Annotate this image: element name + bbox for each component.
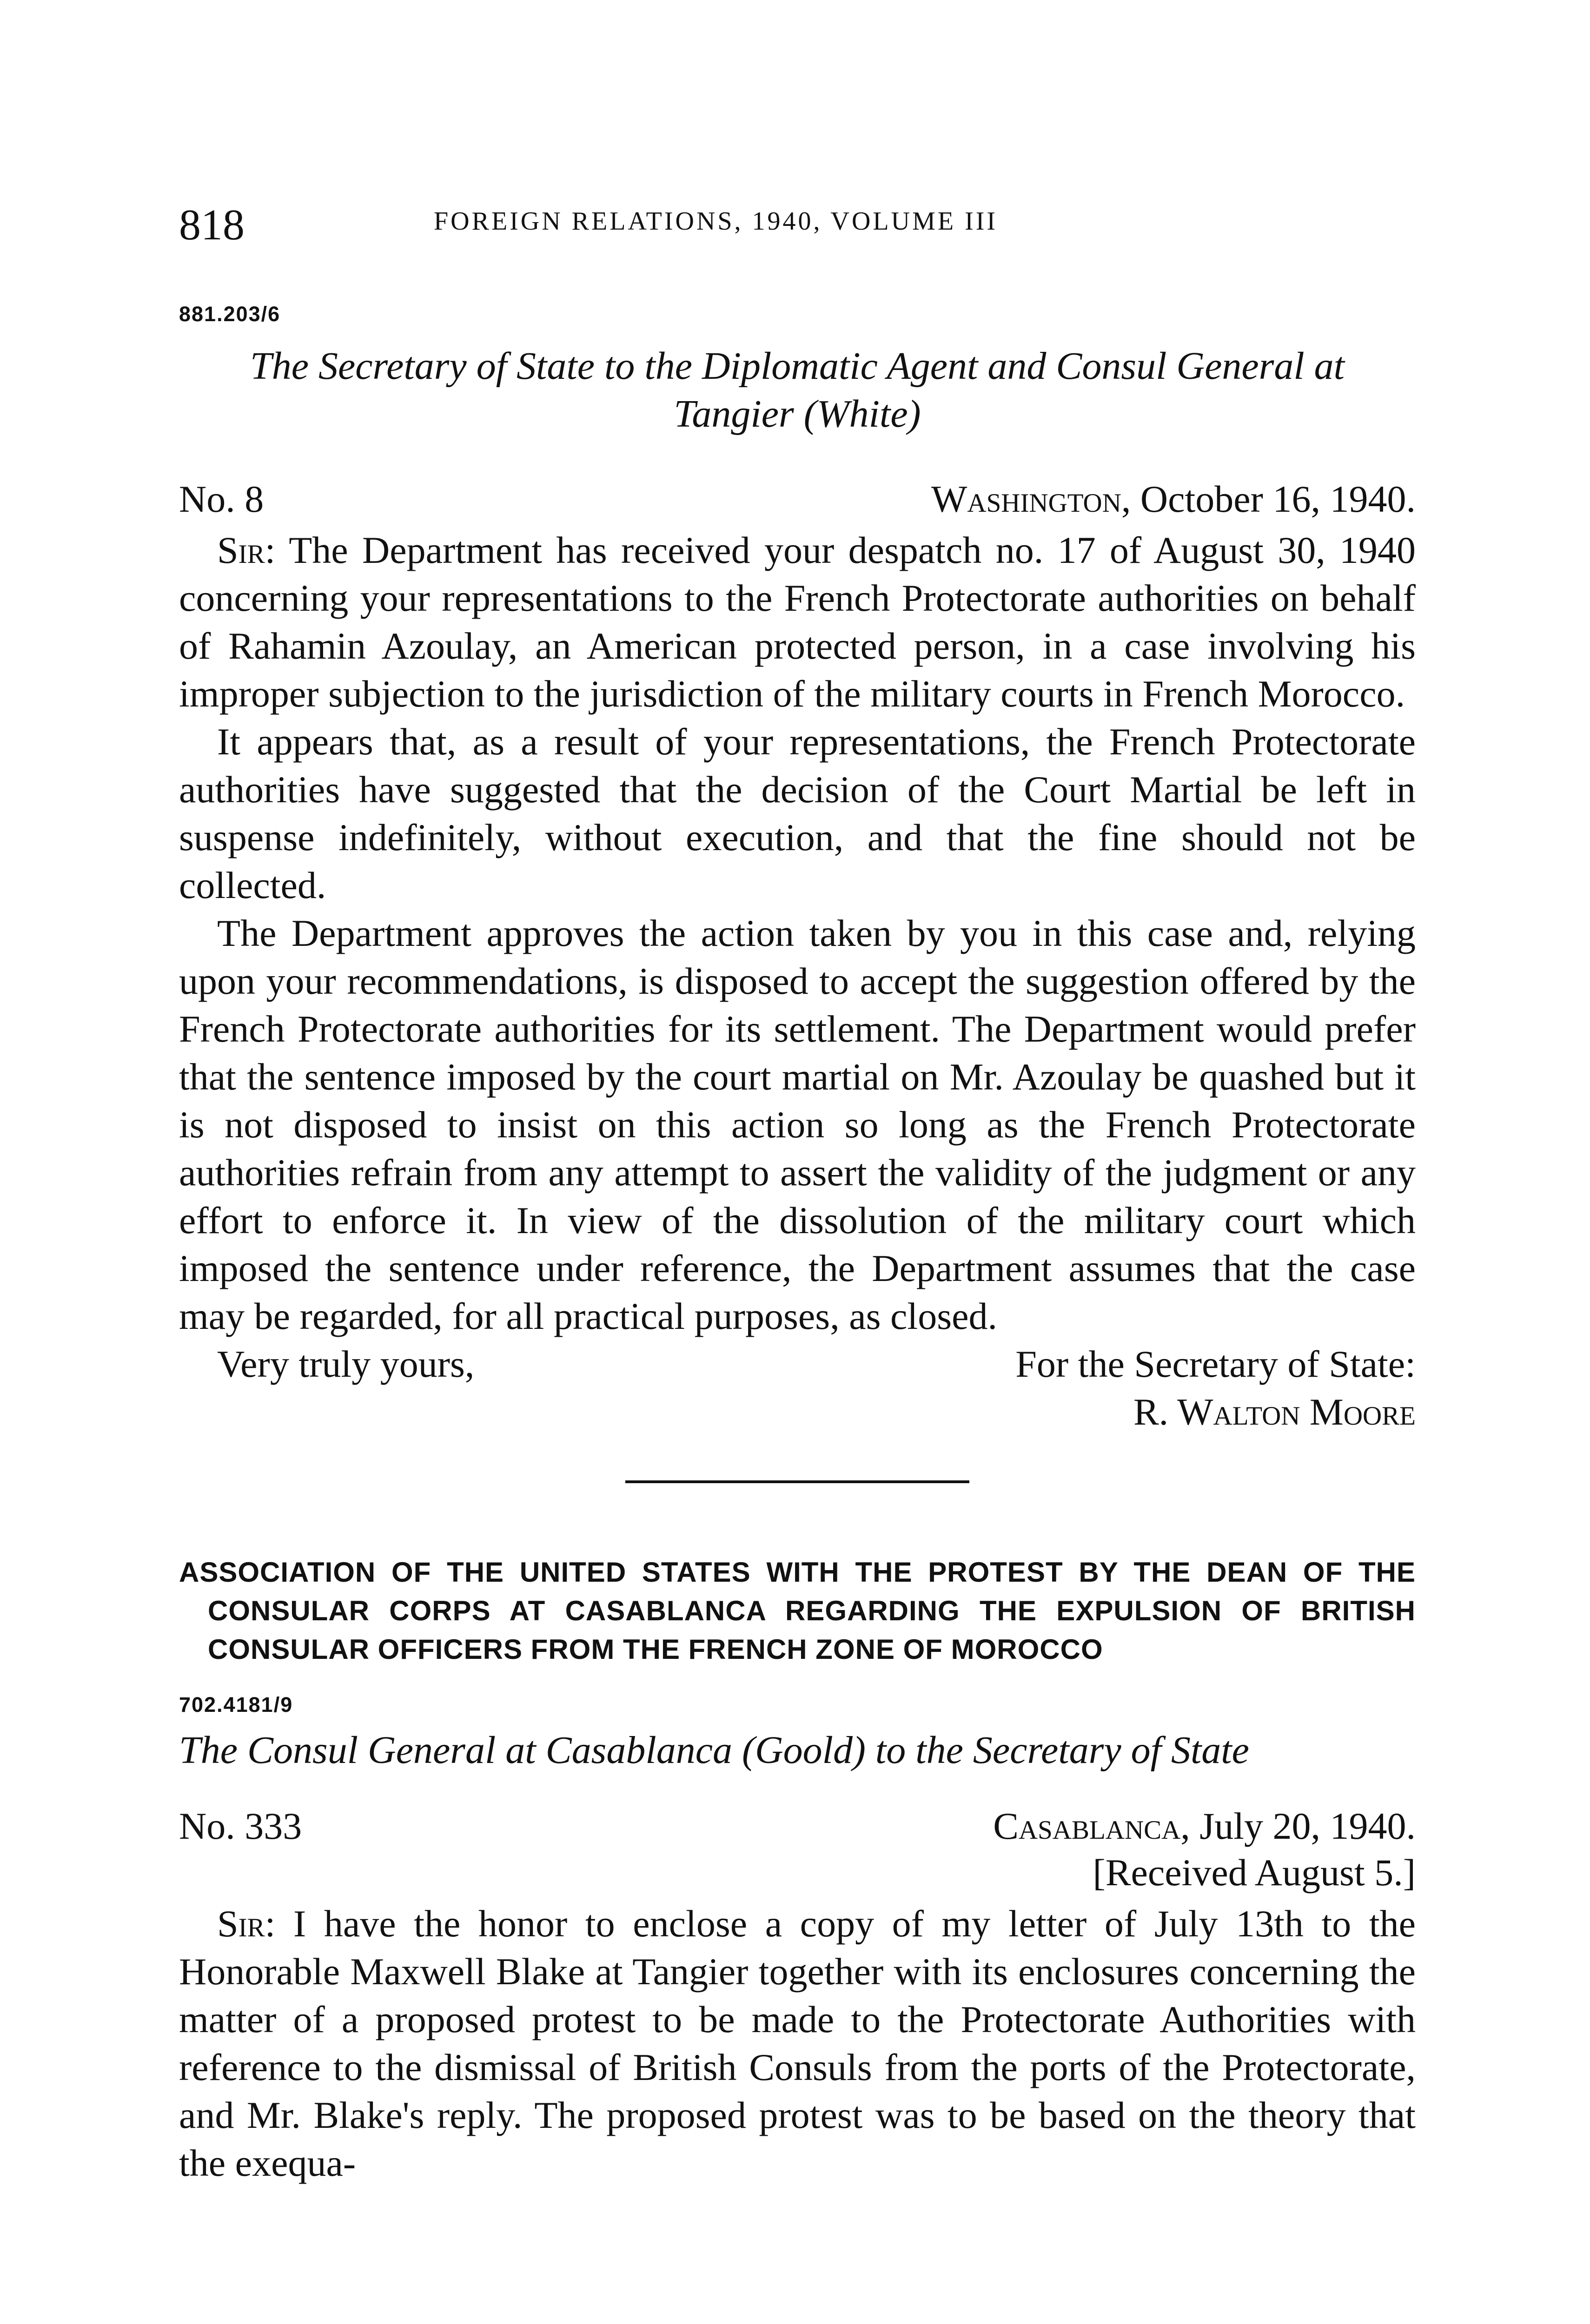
dateline-place: Washington <box>931 478 1121 520</box>
dateline <box>931 476 1416 522</box>
paragraph-text: : The Department has received your despatch no. 17 of August 30, 1940 concerning your representations to the French Protectorate authorities on behalf of Rahamin Azoulay, an American protected person, in a case involving his improper subjection to the jurisdiction of the military courts in French Morocco. <box>179 529 1416 715</box>
document-title-line: Tangier (White) <box>674 392 921 436</box>
body-paragraph: The Department approves the action taken by you in this case and, relying upon your recommendations, is disposed to accept the suggestion offered by the French Protectorate authorities for its settlement. The Department would prefer that the sentence imposed by the court martial on Mr. Azoulay be quashed but it is not disposed to insist on this action so long as the French Protectorate authorities refrain from any attempt to assert the validity of the judgment or any effort to enforce it. In view of the dissolution of the military court which imposed the sentence under reference, the Department assumes that the case may be regarded, for all practical purposes, as closed. <box>179 912 1416 1337</box>
despatch-number: No. 8 <box>179 478 264 520</box>
document-title <box>179 342 1416 438</box>
dateline <box>993 1803 1416 1849</box>
body-paragraph: It appears that, as a result of your representations, the French Protectorate authorities have suggested that the decision of the Court Martial be left in suspense indefinitely, without execution, and that the fine should not be collected. <box>179 720 1416 906</box>
paragraph-text: : I have the honor to enclose a copy of my letter of July 13th to the Honorable Maxwell Blake at Tangier together with its enclosures concerning the matter of a proposed protest to be made to the Protectorate Authorities with reference to the dismissal of British Consuls from the ports of the Protectorate, and Mr. Blake's reply. The proposed protest was to be based on the theory that the exequa- <box>179 1902 1416 2184</box>
dateline-place: Casablanca <box>993 1805 1181 1847</box>
page-number: 818 <box>179 201 245 249</box>
running-head: FOREIGN RELATIONS, 1940, VOLUME III <box>434 207 998 236</box>
signature: R. Walton Moore <box>1133 1391 1416 1433</box>
closing: Very truly yours, <box>217 1343 475 1385</box>
document-title: The Consul General at Casablanca (Goold) to the Secretary of State <box>179 1729 1249 1772</box>
section-divider <box>625 1480 969 1483</box>
dateline-date: , July 20, 1940. <box>1180 1805 1416 1847</box>
for-line: For the Secretary of State: <box>1015 1343 1416 1385</box>
section-heading: ASSOCIATION OF THE UNITED STATES WITH THE PROTEST BY THE DEAN OF THE CONSULAR CORPS AT CASABLANCA REGARDING THE EXPULSION OF BRITISH CONSULAR OFFICERS FROM THE FRENCH ZONE OF MOROCCO <box>179 1557 1416 1665</box>
received-note: [Received August 5.] <box>1093 1851 1416 1894</box>
page-header <box>179 200 1416 249</box>
body-paragraph <box>179 526 1416 718</box>
document-title-line: The Secretary of State to the Diplomatic Agent and Consul General at <box>250 344 1345 388</box>
body-paragraph <box>179 1900 1416 2187</box>
file-number: 881.203/6 <box>179 302 281 326</box>
file-number: 702.4181/9 <box>179 1693 293 1717</box>
despatch-number: No. 333 <box>179 1805 302 1847</box>
dateline-row <box>179 1803 1416 1849</box>
salutation: Sir <box>217 529 265 571</box>
document-page <box>179 200 1416 2187</box>
closing-row <box>179 1340 1416 1388</box>
dateline-date: , October 16, 1940. <box>1121 478 1416 520</box>
dateline-row <box>179 476 1416 522</box>
salutation: Sir <box>217 1902 265 1945</box>
